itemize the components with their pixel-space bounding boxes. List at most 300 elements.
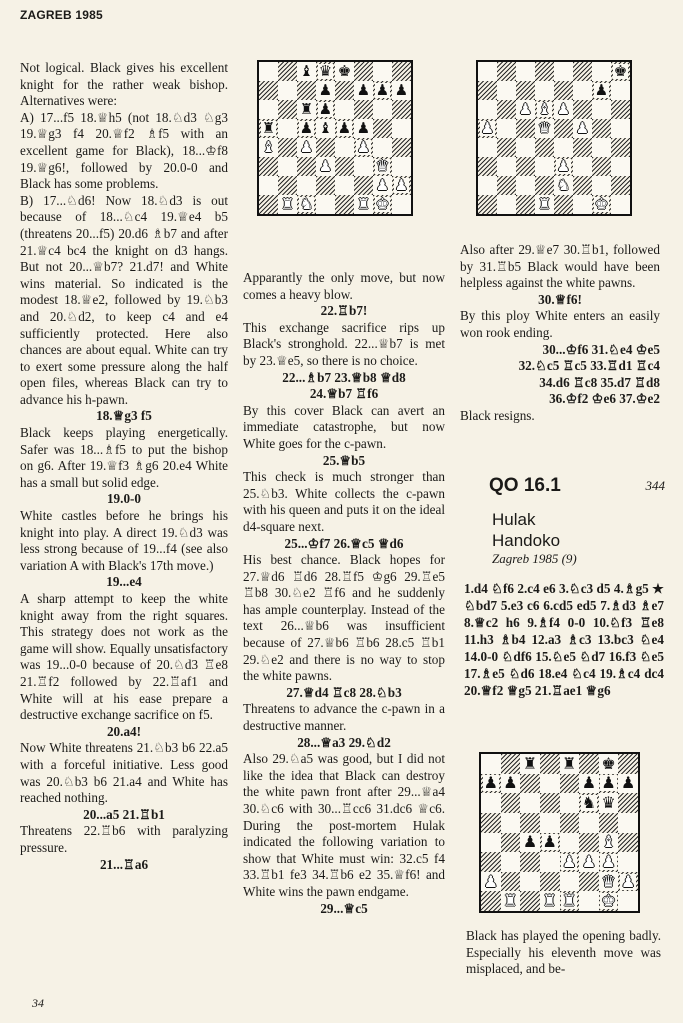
white-pawn-icon: ♟	[483, 871, 498, 891]
board-square	[516, 176, 535, 195]
board-square	[278, 119, 297, 138]
board-square	[554, 100, 573, 119]
white-player: Hulak	[492, 510, 536, 529]
board-square	[554, 176, 573, 195]
board-square	[618, 774, 638, 794]
board-square	[481, 754, 501, 774]
black-pawn-icon: ♟	[394, 81, 409, 99]
black-bishop-icon: ♝	[318, 119, 333, 137]
board-square	[501, 754, 521, 774]
board-square	[579, 891, 599, 911]
board-square	[478, 100, 497, 119]
move-line: 32.♘c5 ♖c5 33.♖d1 ♖c4	[518, 358, 660, 374]
paragraph: His best chance. Black hopes for 27.♕d6 ♖d6 28.♖f5 ♔g6 29.♖e5 ♖b8 30.♘e2 ♖f6 and he suddenly has ample counterplay. Instead of the text 26...♕b6 was insufficient because of 27.♕b6 ♖b6 28.c5 ♖b1 29.♘e2 and there is no way to stop the white pawns.	[243, 552, 445, 684]
board-square	[618, 833, 638, 853]
white-pawn-icon: ♟	[601, 852, 616, 871]
board-square	[554, 195, 573, 214]
board-square	[297, 176, 316, 195]
board-square	[573, 100, 592, 119]
board-square	[392, 157, 411, 176]
board-square	[373, 81, 392, 100]
black-rook-icon: ♜	[562, 754, 577, 773]
white-pawn-icon: ♟	[299, 138, 314, 156]
board-square	[599, 774, 619, 794]
board-square	[481, 813, 501, 833]
board-square	[392, 62, 411, 81]
white-knight-icon: ♞	[299, 195, 314, 213]
board-square	[540, 813, 560, 833]
white-rook-icon: ♜	[537, 195, 552, 213]
board-square	[560, 872, 580, 892]
board-square	[373, 157, 392, 176]
board-square	[259, 176, 278, 195]
black-pawn-icon: ♟	[621, 773, 636, 793]
move-line: 19...e4	[106, 574, 142, 590]
board-square	[611, 138, 630, 157]
board-square	[560, 852, 580, 872]
board-square	[316, 62, 335, 81]
board-square	[573, 119, 592, 138]
board-square	[497, 195, 516, 214]
board-square	[592, 62, 611, 81]
black-pawn-icon: ♟	[483, 773, 498, 793]
board-square	[481, 793, 501, 813]
board-square	[316, 138, 335, 157]
board-square	[540, 833, 560, 853]
move-line: 30.♕f6!	[538, 291, 582, 307]
board-square	[335, 62, 354, 81]
board-square	[392, 100, 411, 119]
chess-diagram-1	[257, 60, 413, 216]
board-square	[297, 62, 316, 81]
board-square	[259, 100, 278, 119]
board-square	[618, 891, 638, 911]
page-header: ZAGREB 1985	[20, 8, 103, 22]
white-pawn-icon: ♟	[621, 871, 636, 891]
board-square	[540, 793, 560, 813]
white-rook-icon: ♜	[503, 891, 518, 911]
board-square	[520, 813, 540, 833]
board-square	[501, 793, 521, 813]
diagram-caption-text: Black has played the opening badly. Especially his eleventh move was misplaced, and be-	[466, 928, 661, 977]
black-pawn-icon: ♟	[337, 119, 352, 137]
board-square	[520, 754, 540, 774]
black-pawn-icon: ♟	[594, 81, 609, 99]
page-number: 34	[32, 996, 44, 1010]
board-square	[516, 100, 535, 119]
chess-diagram-3	[479, 752, 640, 913]
move-line: 21...♖a6	[99, 856, 149, 872]
paragraph: B) 17...♘d6! Now 18.♘d3 is out because of 18...♘c4 19.♕e4 b5 (threatens 20...f5) 20.d6 ♗b7 and after 21.♕c4 bc4 the knight on d3 hangs. But not 20...♕b7? 21.d7! and White wins material. So indicated is the modest 18.♕e2, followed by 19.♘b3 and 20.♘d2, to keep c4 and e4 sufficiently protected. Here also chances are about equal. White can try to exert some pressure along the half open files, whereas Black can try to advance his h-pawn.	[20, 192, 228, 407]
white-pawn-icon: ♟	[518, 100, 533, 118]
black-king-icon: ♚	[601, 754, 616, 773]
white-pawn-icon: ♟	[356, 138, 371, 156]
black-bishop-icon: ♝	[299, 62, 314, 80]
board-square	[354, 176, 373, 195]
move-line: 27.♕d4 ♖c8 28.♘b3	[286, 684, 402, 700]
paragraph: By this ploy White enters an easily won rook ending.	[460, 308, 660, 340]
board-square	[373, 62, 392, 81]
board-square	[392, 176, 411, 195]
black-king-icon: ♚	[613, 62, 628, 80]
board-square	[554, 119, 573, 138]
board-square	[535, 176, 554, 195]
paragraph: Also 29.♘a5 was good, but I did not like the idea that Black can destroy the white pawn front after 29...♕a4 30.♘c6 with 30...♖cc6 31.dc6 ♕c6. During the post-mortem Hulak indicated the following variation to show that White must win: 32.c5 f4 33.♖b1 fe3 34.♖b6 e2 35.♕f6! and White wins the pawn endgame.	[243, 751, 445, 899]
board-square	[373, 176, 392, 195]
board-square	[392, 81, 411, 100]
board-square	[278, 176, 297, 195]
white-king-icon: ♚	[375, 195, 390, 213]
board-square	[592, 195, 611, 214]
board-square	[354, 119, 373, 138]
board-square	[560, 754, 580, 774]
board-square	[599, 891, 619, 911]
game-heading	[489, 475, 665, 497]
white-bishop-icon: ♝	[537, 100, 552, 118]
paragraph: A) 17...f5 18.♕h5 (not 18.♘d3 ♘g3 19.♕g3 f4 20.♕f2 ♗f5 with an excellent game for Black), 18...♔f8 19.♕g6!, followed by 20.0-0 and Black has some problems.	[20, 109, 228, 192]
board-square	[335, 81, 354, 100]
white-rook-icon: ♜	[356, 195, 371, 213]
board-square	[540, 774, 560, 794]
white-bishop-icon: ♝	[601, 832, 616, 852]
board-square	[478, 157, 497, 176]
opening-code: QO 16.1	[489, 475, 561, 496]
black-knight-icon: ♞	[581, 793, 597, 813]
board-square	[297, 195, 316, 214]
board-square	[316, 195, 335, 214]
board-square	[599, 813, 619, 833]
board-square	[592, 176, 611, 195]
board-square	[573, 176, 592, 195]
board-square	[618, 793, 638, 813]
board-square	[335, 138, 354, 157]
board-square	[478, 138, 497, 157]
board-square	[560, 813, 580, 833]
board-square	[535, 119, 554, 138]
board-square	[478, 119, 497, 138]
board-square	[535, 157, 554, 176]
board-square	[611, 81, 630, 100]
black-rook-icon: ♜	[261, 119, 276, 137]
black-pawn-icon: ♟	[356, 119, 371, 137]
move-line: 19.0-0	[106, 491, 142, 507]
board-square	[573, 157, 592, 176]
board-square	[501, 872, 521, 892]
board-square	[278, 157, 297, 176]
black-pawn-icon: ♟	[542, 832, 557, 852]
white-pawn-icon: ♟	[394, 176, 409, 194]
board-square	[579, 754, 599, 774]
board-square	[611, 62, 630, 81]
paragraph: By this cover Black can avert an immediate catastrophe, but now White goes for the c-pawn.	[243, 402, 445, 451]
black-player: Handoko	[492, 531, 561, 550]
black-pawn-icon: ♟	[318, 100, 333, 118]
board-square	[478, 176, 497, 195]
board-square	[540, 891, 560, 911]
board-square	[354, 138, 373, 157]
board-square	[373, 195, 392, 214]
board-square	[478, 81, 497, 100]
black-king-icon: ♚	[337, 62, 352, 80]
board-square	[540, 852, 560, 872]
text-column-1	[20, 60, 228, 873]
move-line: 29...♕c5	[320, 900, 368, 916]
paragraph: Black resigns.	[460, 407, 535, 423]
board-square	[573, 81, 592, 100]
board-square	[611, 100, 630, 119]
board-square	[335, 100, 354, 119]
board-square	[354, 81, 373, 100]
board-square	[611, 119, 630, 138]
board-square	[579, 852, 599, 872]
black-pawn-icon: ♟	[318, 81, 333, 99]
white-queen-icon: ♛	[601, 871, 616, 891]
move-line: 30...♔f6 31.♘e4 ♔e5	[542, 341, 660, 357]
board-square	[497, 62, 516, 81]
board-square	[520, 852, 540, 872]
move-line: 34.d6 ♖c8 35.d7 ♖d8	[539, 374, 660, 390]
board-square	[297, 81, 316, 100]
chess-diagram-2	[476, 60, 632, 216]
move-line: 28...♕a3 29.♘d2	[297, 734, 391, 750]
board-square	[618, 754, 638, 774]
board-square	[535, 100, 554, 119]
board-square	[259, 195, 278, 214]
move-line: 22.♖b7!	[320, 303, 368, 319]
board-square	[481, 852, 501, 872]
black-pawn-icon: ♟	[503, 773, 518, 793]
board-square	[599, 833, 619, 853]
board-square	[316, 119, 335, 138]
board-square	[579, 833, 599, 853]
board-square	[259, 138, 278, 157]
board-square	[540, 754, 560, 774]
move-line: 25.♕b5	[322, 452, 366, 468]
black-queen-icon: ♛	[318, 62, 333, 80]
board-square	[478, 195, 497, 214]
board-square	[579, 793, 599, 813]
board-square	[516, 138, 535, 157]
black-pawn-icon: ♟	[356, 81, 371, 99]
board-square	[535, 62, 554, 81]
board-square	[354, 62, 373, 81]
board-square	[392, 119, 411, 138]
board-square	[259, 62, 278, 81]
board-square	[520, 872, 540, 892]
paragraph: Apparantly the only move, but now comes a heavy blow.	[243, 270, 445, 302]
board-square	[579, 813, 599, 833]
paragraph: Threatens 22.♖b6 with paralyzing pressure.	[20, 823, 228, 855]
board-square	[599, 852, 619, 872]
white-king-icon: ♚	[594, 195, 609, 213]
board-square	[611, 195, 630, 214]
board-square	[592, 157, 611, 176]
board-square	[516, 157, 535, 176]
board-square	[560, 891, 580, 911]
board-square	[481, 774, 501, 794]
board-square	[516, 119, 535, 138]
board-square	[501, 833, 521, 853]
board-square	[516, 81, 535, 100]
board-square	[335, 119, 354, 138]
board-square	[592, 81, 611, 100]
board-square	[592, 100, 611, 119]
board-square	[516, 195, 535, 214]
paragraph: This exchange sacrifice rips up Black's stronghold. 22...♕b7 is met by 23.♕e5, so there is no choice.	[243, 319, 445, 368]
black-rook-icon: ♜	[522, 754, 538, 773]
game-number: 344	[645, 478, 665, 493]
board-square	[560, 774, 580, 794]
board-square	[618, 872, 638, 892]
board-square	[373, 100, 392, 119]
move-line: 24.♕b7 ♖f6	[309, 386, 379, 402]
board-square	[497, 176, 516, 195]
paragraph: Black keeps playing energetically. Safer was 18...♗f5 to put the bishop on g6. After 19.♕f3 ♗g6 20.e4 White has a small but solid edge.	[20, 425, 228, 490]
white-pawn-icon: ♟	[562, 852, 577, 871]
board-square	[611, 176, 630, 195]
board-square	[554, 138, 573, 157]
board-square	[501, 891, 521, 911]
paragraph: This check is much stronger than 25.♘b3. White collects the c-pawn with his queen and puts it on the ideal d4-square next.	[243, 469, 445, 534]
white-pawn-icon: ♟	[480, 119, 495, 137]
board-square	[618, 813, 638, 833]
black-pawn-icon: ♟	[581, 773, 597, 793]
white-rook-icon: ♜	[280, 195, 295, 213]
paragraph: White castles before he brings his knight into play. A direct 19.♘d3 was less strong because of 19...f4 (see also variation A with Black's 17th move.)	[20, 508, 228, 573]
white-pawn-icon: ♟	[581, 852, 597, 871]
board-square	[259, 157, 278, 176]
board-square	[278, 62, 297, 81]
black-queen-icon: ♛	[601, 793, 616, 813]
board-square	[354, 195, 373, 214]
white-pawn-icon: ♟	[375, 176, 390, 194]
board-square	[392, 138, 411, 157]
board-square	[573, 138, 592, 157]
board-square	[316, 81, 335, 100]
paragraph: Now White threatens 21.♘b3 b6 22.a5 with a forceful initiative. Less good was 20.♘b3 b6 21.a4 and White has reached nothing.	[20, 740, 228, 806]
board-square	[520, 793, 540, 813]
board-square	[497, 157, 516, 176]
text-column-2	[243, 270, 445, 917]
board-square	[316, 157, 335, 176]
board-square	[297, 119, 316, 138]
board-square	[354, 157, 373, 176]
board-square	[520, 891, 540, 911]
board-square	[611, 157, 630, 176]
black-pawn-icon: ♟	[375, 81, 390, 99]
white-rook-icon: ♜	[542, 891, 557, 911]
game-moves: 1.d4 ♘f6 2.c4 e6 3.♘c3 d5 4.♗g5 ★ ♘bd7 5.e3 c6 6.cd5 ed5 7.♗d3 ♗e7 8.♕c2 h6 9.♗f4 0-0 10.♘f3 ♖e8 11.h3 ♗b4 12.a3 ♗c3 13.bc3 ♘e4 14.0-0 ♘df6 15.♘e5 ♘d7 16.f3 ♘e5 17.♗e5 ♘d6 18.e4 ♘c4 19.♗c4 dc4 20.♕f2 ♕g5 21.♖ae1 ♕g6	[464, 581, 664, 698]
board-square	[501, 813, 521, 833]
board-square	[599, 872, 619, 892]
white-bishop-icon: ♝	[261, 138, 276, 156]
board-square	[554, 157, 573, 176]
board-square	[560, 793, 580, 813]
board-square	[373, 119, 392, 138]
white-knight-icon: ♞	[556, 176, 571, 194]
move-line: 25...♔f7 26.♕c5 ♕d6	[284, 535, 404, 551]
board-square	[335, 157, 354, 176]
move-line: 20.a4!	[106, 723, 142, 739]
text-column-3	[460, 242, 660, 425]
board-square	[592, 119, 611, 138]
black-pawn-icon: ♟	[522, 832, 538, 852]
board-square	[497, 119, 516, 138]
board-square	[259, 81, 278, 100]
black-pawn-icon: ♟	[299, 119, 314, 137]
board-square	[481, 872, 501, 892]
white-pawn-icon: ♟	[575, 119, 590, 137]
board-square	[278, 81, 297, 100]
board-square	[618, 852, 638, 872]
board-square	[497, 138, 516, 157]
players	[492, 509, 560, 551]
black-pawn-icon: ♟	[601, 773, 616, 793]
board-square	[497, 100, 516, 119]
board-square	[392, 195, 411, 214]
paragraph: Threatens to advance the c-pawn in a destructive manner.	[243, 701, 445, 734]
black-rook-icon: ♜	[299, 100, 314, 118]
board-square	[520, 833, 540, 853]
board-square	[297, 100, 316, 119]
board-square	[335, 176, 354, 195]
board-square	[579, 774, 599, 794]
white-rook-icon: ♜	[562, 891, 577, 911]
paragraph: Not logical. Black gives his excellent knight for the rather weak bishop. Alternatives were:	[20, 60, 228, 109]
board-square	[501, 852, 521, 872]
board-square	[297, 157, 316, 176]
white-pawn-icon: ♟	[556, 100, 571, 118]
board-square	[554, 62, 573, 81]
board-square	[501, 774, 521, 794]
white-king-icon: ♚	[601, 891, 616, 911]
move-line: 36.♔f2 ♔e6 37.♔e2	[549, 391, 660, 407]
white-queen-icon: ♛	[375, 157, 390, 175]
board-square	[592, 138, 611, 157]
board-square	[560, 833, 580, 853]
move-line: 18.♕g3 f5	[96, 408, 152, 424]
board-square	[573, 195, 592, 214]
board-square	[554, 81, 573, 100]
board-square	[481, 891, 501, 911]
board-square	[316, 100, 335, 119]
board-square	[278, 195, 297, 214]
board-square	[335, 195, 354, 214]
board-square	[316, 176, 335, 195]
board-square	[520, 774, 540, 794]
white-pawn-icon: ♟	[556, 157, 571, 175]
board-square	[540, 872, 560, 892]
board-square	[516, 62, 535, 81]
white-pawn-icon: ♟	[318, 157, 333, 175]
board-square	[297, 138, 316, 157]
board-square	[535, 81, 554, 100]
board-square	[278, 138, 297, 157]
board-square	[579, 872, 599, 892]
board-square	[599, 754, 619, 774]
board-square	[373, 138, 392, 157]
board-square	[259, 119, 278, 138]
move-line: 20...a5 21.♖b1	[83, 806, 165, 822]
board-square	[599, 793, 619, 813]
paragraph: Also after 29.♕e7 30.♖b1, followed by 31.♖b5 Black would have been helpless against the white pawns.	[460, 242, 660, 291]
move-line: 22...♗b7 23.♕b8 ♕d8	[282, 369, 406, 385]
paragraph: A sharp attempt to keep the white knight away from the right squares. This strategy does not work as the game will show. Equally unsatisfactory was 19...0-0 because of 20.♘d3 ♖e8 21.♖f2 followed by 22.♖af1 and White will at his ease prepare a destructive exchange sacrifice on f5.	[20, 591, 228, 723]
board-square	[354, 100, 373, 119]
board-square	[573, 62, 592, 81]
event-line: Zagreb 1985 (9)	[492, 551, 577, 566]
white-queen-icon: ♛	[537, 119, 552, 137]
